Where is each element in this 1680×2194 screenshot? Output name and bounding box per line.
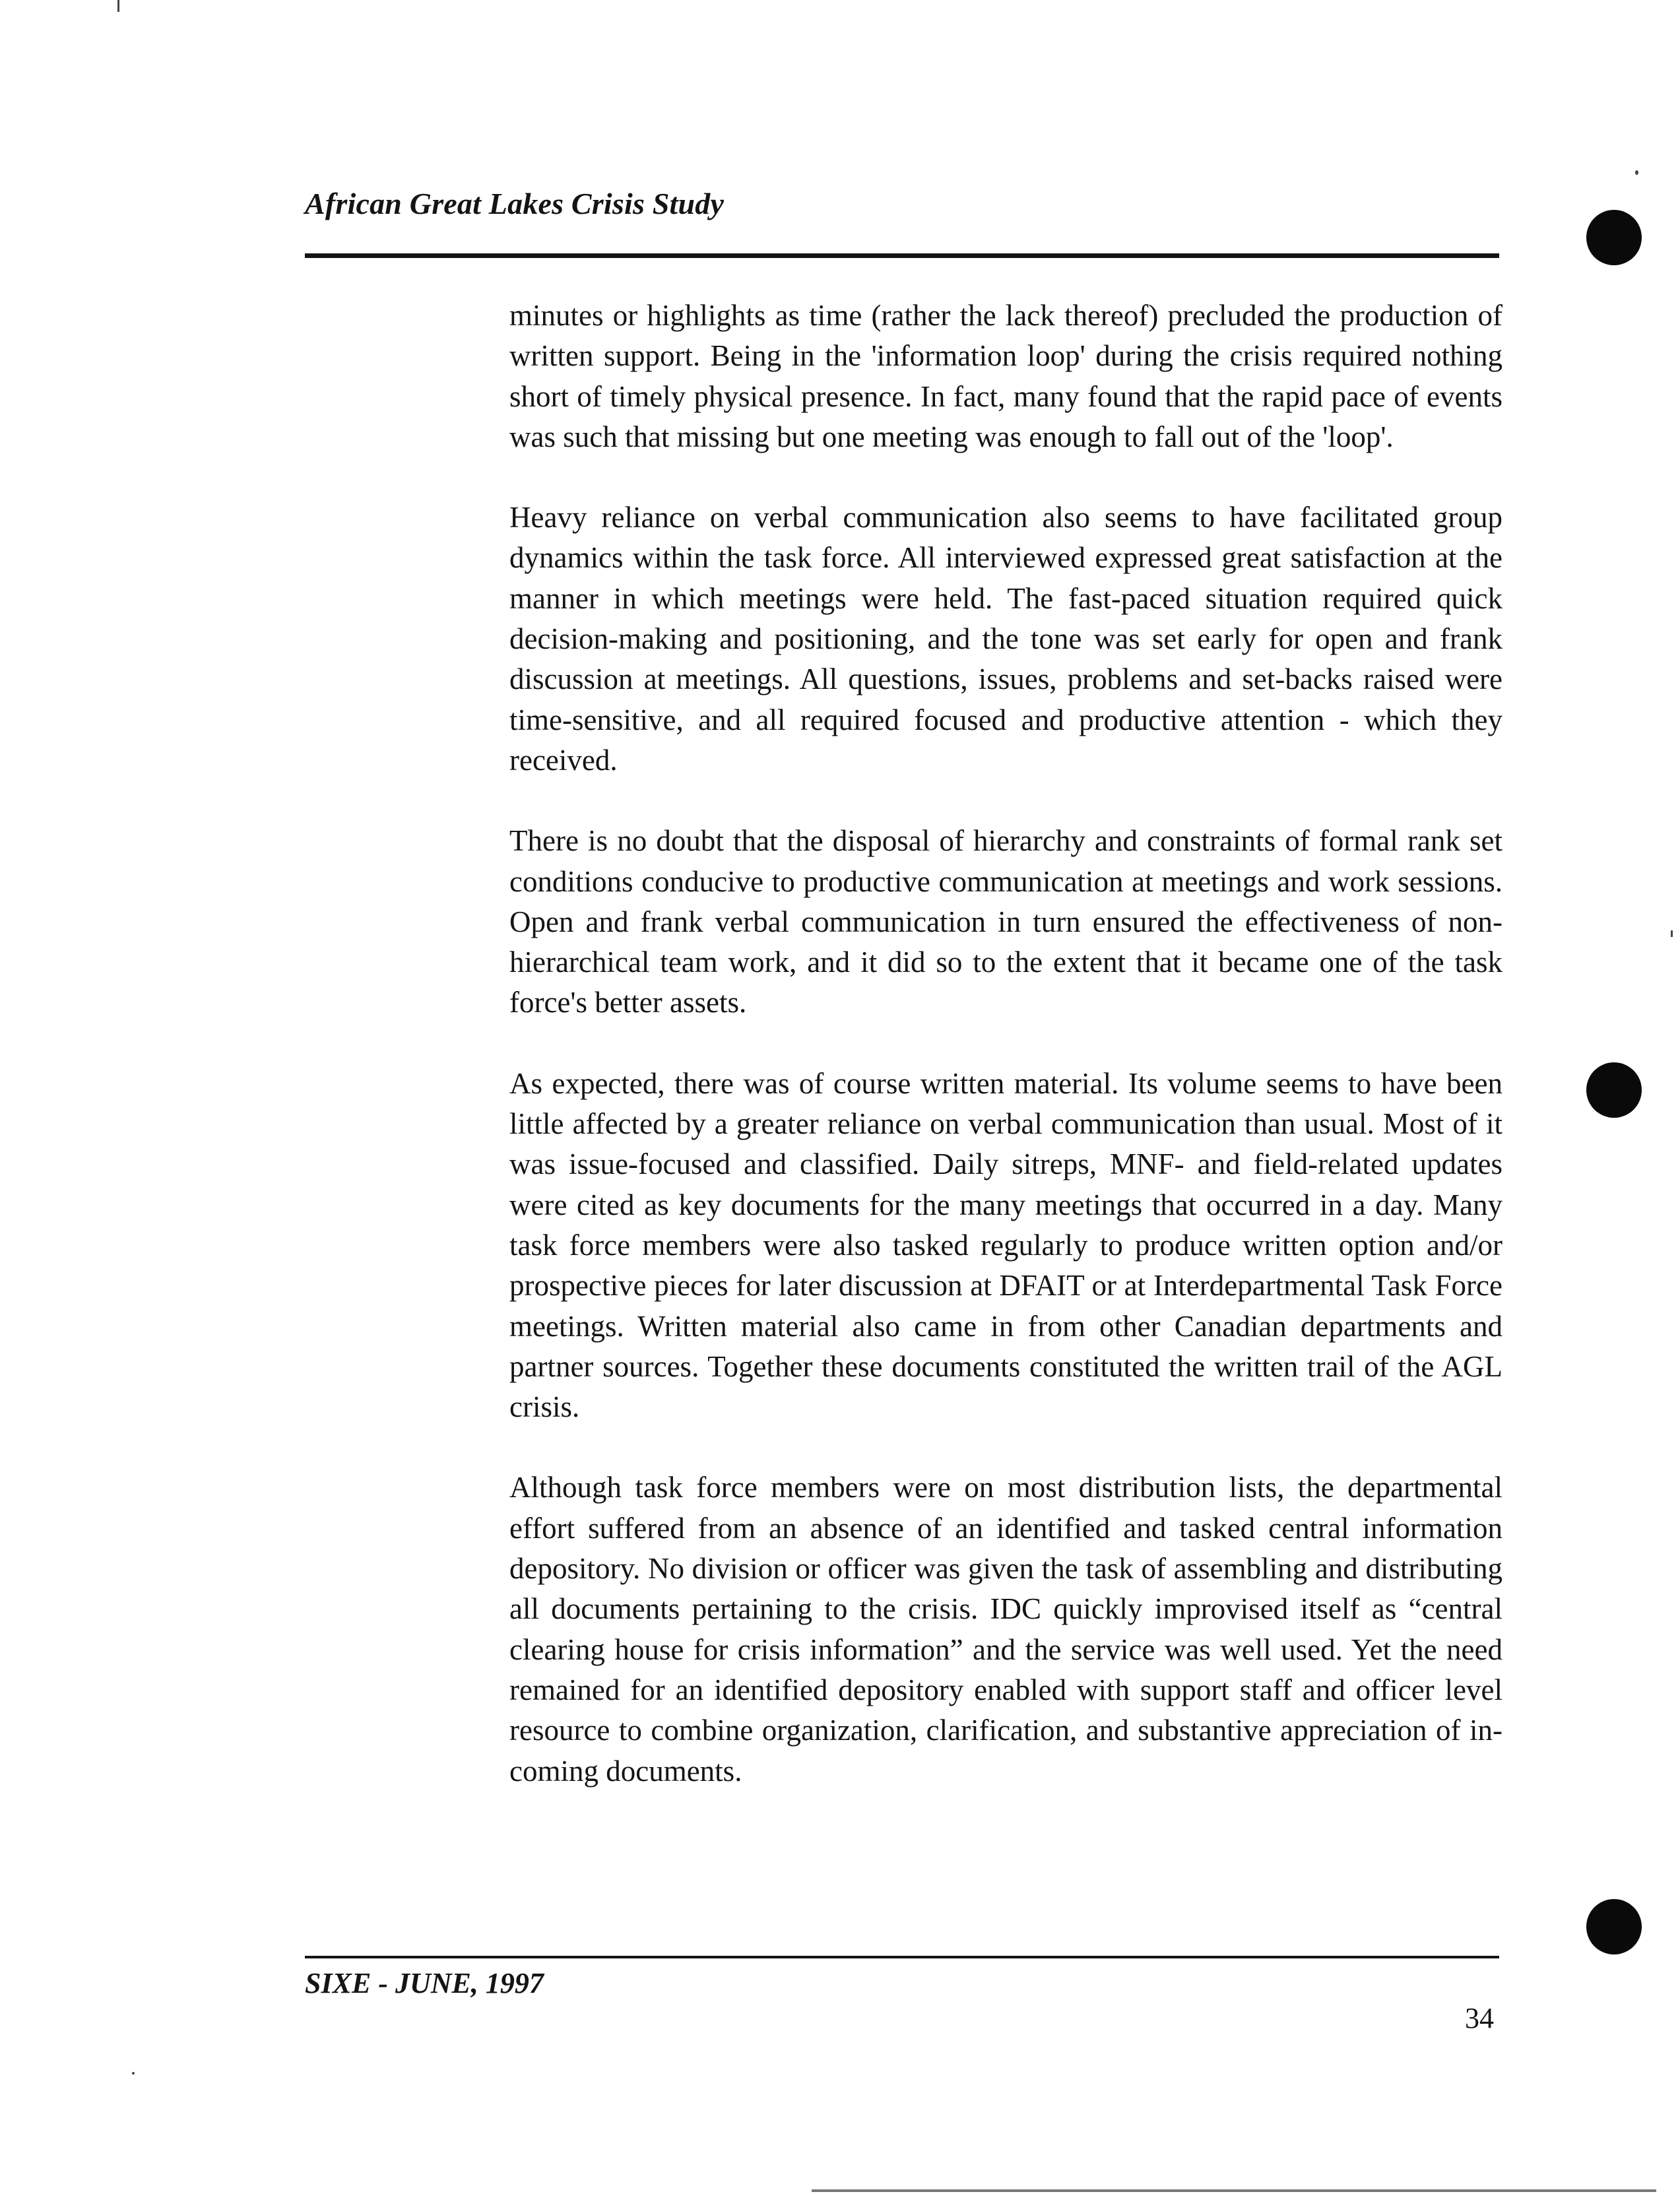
binder-hole [1586, 1062, 1642, 1118]
scan-speck [132, 2072, 135, 2075]
running-header-title: African Great Lakes Crisis Study [305, 187, 725, 220]
binder-hole [1586, 210, 1642, 265]
page-number: 34 [1465, 2002, 1494, 2034]
paragraph: Although task force members were on most distribution lists, the departmental effort suffered from an absence of an identified and tasked central information depository. No division or officer was given the task of assembling and distributing all documents pertaining to the crisis. IDC quickly improvised itself as “central clearing house for crisis information” and the service was well used. Yet the need remained for an identified depository enabled with support staff and officer level resource to combine organization, clarification, and substantive appreciation of in-coming documents. [509, 1471, 1502, 1788]
footer-label: SIXE - JUNE, 1997 [305, 1967, 544, 1999]
binder-hole [1586, 1899, 1642, 1954]
header-rule [305, 253, 1499, 258]
paragraph: As expected, there was of course written material. Its volume seems to have been little affected by a greater reliance on verbal communication than usual. Most of it was issue-focused and classified. Daily sitreps, MNF- and field-related updates were cited as key documents for the many meetings that occurred in a day. Many task force members were also tasked regularly to produce written option and/or prospective pieces for later discussion at DFAIT or at Interdepartmental Task Force meetings. Written material also came in from other Canadian departments and partner sources. Together these documents constituted the written trail of the AGL crisis. [509, 1066, 1502, 1424]
paragraph: minutes or highlights as time (rather the lack thereof) precluded the production of written support. Being in the 'information loop' during the crisis required nothing short of timely physical presence. In fact, many found that the rapid pace of events was such that missing but one meeting was enough to fall out of the 'loop'. [509, 299, 1502, 453]
scan-speck [1635, 170, 1638, 175]
paragraph: Heavy reliance on verbal communication also seems to have facilitated group dynamics within the task force. All interviewed expressed great satisfaction at the manner in which meetings were held. The fast-paced situation required quick decision-making and positioning, and the tone was set early for open and frank discussion at meetings. All questions, issues, problems and set-backs raised were time-sensitive, and all required focused and productive attention - which they received. [509, 501, 1502, 777]
footer-rule [305, 1956, 1499, 1958]
scan-speck [117, 0, 119, 12]
scan-speck [1671, 930, 1673, 937]
scan-edge-line [812, 2189, 1656, 2192]
paragraph: There is no doubt that the disposal of hierarchy and constraints of formal rank set conditions conducive to productive communication at meetings and work sessions. Open and frank verbal communication in turn ensured the effectiveness of non-hierarchical team work, and it did so to the extent that it became one of the task force's better assets. [509, 824, 1502, 1019]
body-text [509, 296, 1502, 1791]
